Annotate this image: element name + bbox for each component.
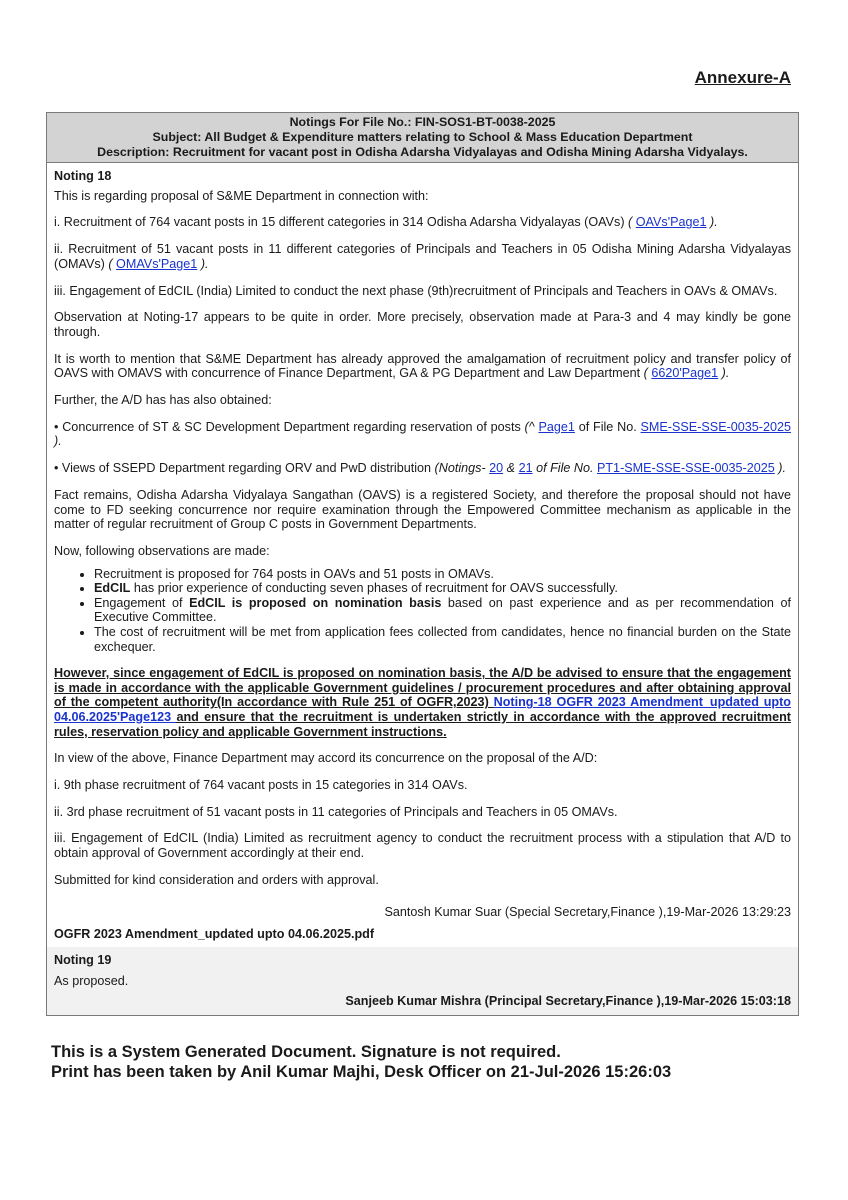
attachment-name[interactable]: OGFR 2023 Amendment_updated upto 04.06.2025.pdf	[54, 927, 375, 941]
noting-18-signature: Santosh Kumar Suar (Special Secretary,Finance ),19-Mar-2026 13:29:23	[384, 905, 791, 920]
point-i: i. Recruitment of 764 vacant posts in 15 different categories in 314 Odisha Adarsha Vidyalayas (OAVs) ( OAVs'Page1 ).	[54, 215, 718, 230]
noting-19-signature: Sanjeeb Kumar Mishra (Principal Secretary,Finance ),19-Mar-2026 15:03:18	[345, 994, 791, 1009]
observation-paragraph: Observation at Noting-17 appears to be quite in order. More precisely, observation made at Para-3 and 4 may kindly be gone through.	[54, 310, 791, 339]
noting-19-title: Noting 19	[54, 953, 112, 967]
print-info: Print has been taken by Anil Kumar Majhi, Desk Officer on 21-Jul-2026 15:26:03	[51, 1062, 672, 1081]
ref-6620-page1-link[interactable]: 6620'Page1	[651, 366, 719, 381]
noting-21-link[interactable]: 21	[518, 461, 533, 476]
annexure-label: Annexure-A	[694, 68, 791, 87]
list-item: • The cost of recruitment will be met from application fees collected from candidates, hence no financial burden on the State exchequer.	[94, 625, 791, 654]
file-subject: Subject: All Budget & Expenditure matters relating to School & Mass Education Department	[152, 130, 693, 144]
submission-paragraph: Submitted for kind consideration and orders with approval.	[54, 872, 379, 887]
sme-file-link[interactable]: SME-SSE-SSE-0035-2025	[640, 419, 792, 434]
observations-list	[54, 567, 791, 655]
file-number: Notings For File No.: FIN-SOS1-BT-0038-2025	[289, 115, 556, 129]
file-header	[47, 113, 798, 163]
file-description: Description: Recruitment for vacant post in Odisha Adarsha Vidyalayas and Odisha Mining Adarsha Vidyalays.	[97, 145, 748, 159]
advisory-paragraph: However, since engagement of EdCIL is proposed on nomination basis, the A/D be advised to ensure that the engagement is made in accordance with the applicable Government guidelines / procurement procedures and after obtaining approval of the competent authority(In accordance with Rule 251 of OGFR,2023) Noting-18 OGFR 2023 Amendment_updated upto 04.06.2025'Page123 and ensure that the recruitment is undertaken strictly in accordance with the approved recruitment rules, reservation policy and applicable Government instructions.	[54, 666, 792, 739]
noting-18-title: Noting 18	[54, 169, 112, 183]
noting-20-link[interactable]: 20	[489, 461, 504, 476]
noting-18	[47, 163, 798, 920]
oavs-page1-link[interactable]: OAVs'Page1	[635, 215, 707, 230]
notings-panel	[46, 112, 799, 1016]
observations-intro: Now, following observations are made:	[54, 543, 270, 558]
list-item: • Engagement of EdCIL is proposed on nomination basis based on past experience and as per recommendation of Executive Committee.	[94, 596, 791, 625]
st-sc-concurrence: • Concurrence of ST & SC Development Department regarding reservation of posts (^ Page1 of File No. SME-SSE-SSE-0035-2025 ).	[54, 419, 792, 449]
amalgamation-paragraph: It is worth to mention that S&ME Department has already approved the amalgamation of recruitment policy and transfer policy of OAVS with OMAVS with concurrence of Finance Department, GA & PG Department and Law Department ( 6620'Page1 ).	[54, 351, 791, 381]
point-iii: iii. Engagement of EdCIL (India) Limited to conduct the next phase (9th)recruitment of Principals and Teachers in OAVs & OMAVs.	[54, 283, 778, 298]
point-ii: ii. Recruitment of 51 vacant posts in 11 different categories of Principals and Teachers in 05 Odisha Mining Adarsha Vidyalayas (OMAVs) ( OMAVs'Page1 ).	[54, 242, 791, 271]
omavs-page1-link[interactable]: OMAVs'Page1	[116, 256, 198, 271]
noting-19-text: As proposed.	[54, 973, 129, 988]
system-generated-note: This is a System Generated Document. Signature is not required.	[51, 1043, 561, 1061]
intro-paragraph: This is regarding proposal of S&ME Department in connection with:	[54, 188, 429, 203]
ogfr-amendment-link[interactable]: Noting-18 OGFR 2023 Amendment_updated upto 04.06.2025'Page123	[54, 695, 791, 724]
further-paragraph: Further, the A/D has has also obtained:	[54, 393, 272, 408]
concurrence-iii: iii. Engagement of EdCIL (India) Limited as recruitment agency to conduct the recruitment process with a stipulation that A/D to obtain approval of Government accordingly at their end.	[54, 831, 791, 861]
concurrence-i: i. 9th phase recruitment of 764 vacant posts in 15 categories in 314 OAVs.	[54, 777, 468, 792]
fact-paragraph: Fact remains, Odisha Adarsha Vidyalaya Sangathan (OAVS) is a registered Society, and therefore the proposal should not have come to FD seeking concurrence nor require examination through the Empowered Committee mechanism as applicable in the matter of regular recruitment of Group C posts in Government Departments.	[54, 488, 791, 532]
noting-19	[47, 947, 798, 1015]
list-item: • EdCIL has prior experience of conducting seven phases of recruitment for OAVS successfully.	[94, 581, 791, 596]
list-item: • Recruitment is proposed for 764 posts in OAVs and 51 posts in OMAVs.	[94, 567, 791, 582]
st-sc-page1-link[interactable]: Page1	[538, 419, 575, 434]
concurrence-ii: ii. 3rd phase recruitment of 51 vacant posts in 11 categories of Principals and Teachers in 05 OMAVs.	[54, 804, 618, 819]
concurrence-paragraph: In view of the above, Finance Department may accord its concurrence on the proposal of the A/D:	[54, 751, 598, 766]
ssepd-views: • Views of SSEPD Department regarding ORV and PwD distribution (Notings- 20 & 21 of File No. PT1-SME-SSE-SSE-0035-2025 ).	[54, 461, 786, 476]
system-footer	[51, 1043, 671, 1082]
pt1-file-link[interactable]: PT1-SME-SSE-SSE-0035-2025	[596, 461, 775, 476]
